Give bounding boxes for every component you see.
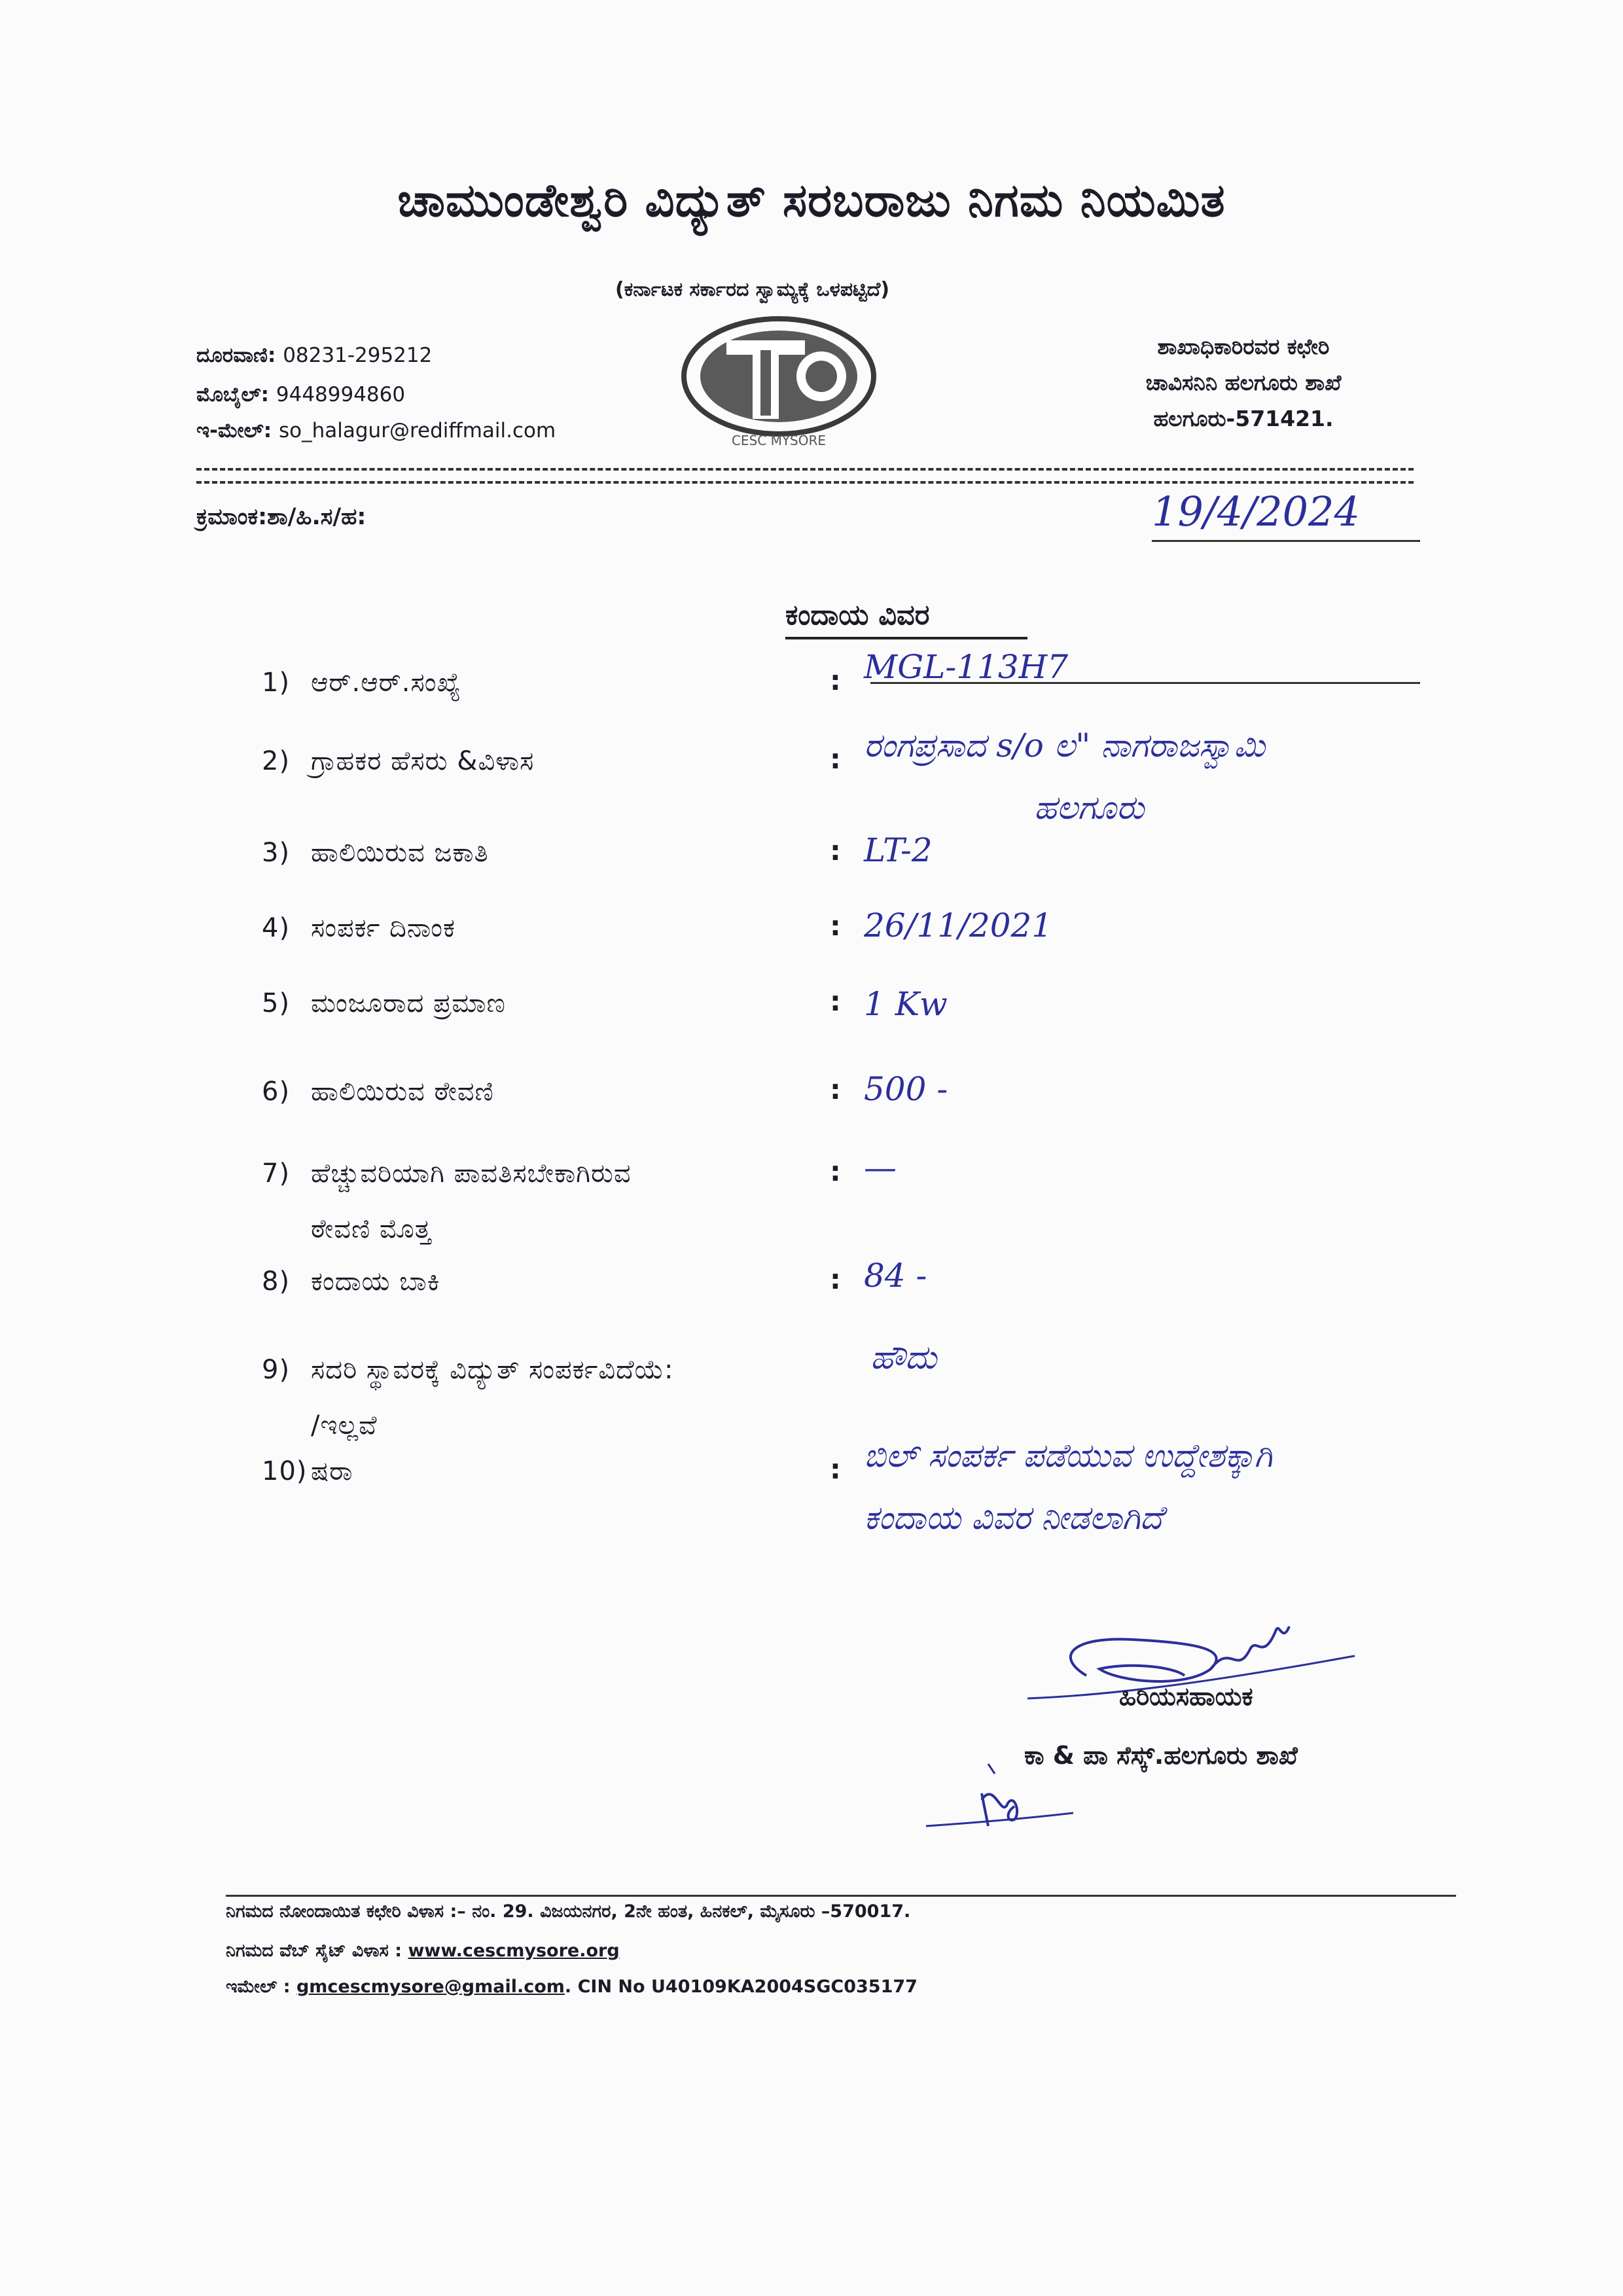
item-colon: : bbox=[830, 910, 841, 942]
header-divider-2 bbox=[196, 481, 1414, 484]
item-label: ಆರ್.ಆರ್.ಸಂಖ್ಯೆ bbox=[311, 668, 461, 698]
logo-text: CESC MYSORE bbox=[731, 433, 827, 448]
reference-date: 19/4/2024 bbox=[1152, 488, 1360, 535]
reference-label: ಕ್ರಮಾಂಕ:ಶಾ/ಹಿ.ಸ/ಹ: bbox=[196, 504, 366, 530]
item-number: 10) bbox=[262, 1456, 308, 1486]
item-label: ಸದರಿ ಸ್ಥಾವರಕ್ಕೆ ವಿದ್ಯುತ್ ಸಂಪರ್ಕವಿದೆಯೆ: bbox=[311, 1355, 674, 1385]
item-colon: : bbox=[830, 834, 841, 867]
item-value: 1 Kw bbox=[864, 985, 948, 1023]
item-label: ಕಂದಾಯ ಬಾಕಿ bbox=[311, 1266, 440, 1297]
office-line-3: ಹಲಗೂರು-571421. bbox=[1153, 406, 1334, 431]
company-subtitle: (ಕರ್ನಾಟಕ ಸರ್ಕಾರದ ಸ್ವಾಮ್ಯಕ್ಕೆ ಒಳಪಟ್ಟಿದೆ) bbox=[615, 278, 890, 301]
item-number: 6) bbox=[262, 1077, 291, 1107]
initials-mark bbox=[916, 1741, 1086, 1839]
item-number: 9) bbox=[262, 1355, 291, 1385]
item-label: ಗ್ರಾಹಕರ ಹೆಸರು &ವಿಳಾಸ bbox=[311, 746, 535, 776]
footer-web-label: ನಿಗಮದ ವೆಬ್ ಸೈಟ್ ವಿಳಾಸ : bbox=[226, 1941, 402, 1961]
phone-line bbox=[196, 344, 432, 368]
item-number: 7) bbox=[262, 1158, 291, 1189]
item-colon: : bbox=[830, 1155, 841, 1187]
item-number: 4) bbox=[262, 913, 291, 943]
header-divider-1 bbox=[196, 468, 1414, 471]
signatory-designation: ಹಿರಿಯಸಹಾಯಕ bbox=[1119, 1682, 1253, 1711]
cesc-logo bbox=[674, 314, 883, 448]
mobile-label: ಮೊಬೈಲ್: bbox=[196, 383, 270, 406]
mobile-line bbox=[196, 383, 405, 407]
item-label: ಹಾಲಿಯಿರುವ ಜಕಾತಿ bbox=[311, 838, 489, 868]
item-colon: : bbox=[830, 664, 841, 696]
item-value: LT-2 bbox=[864, 831, 933, 869]
office-line-1: ಶಾಖಾಧಿಕಾರಿರವರ ಕಛೇರಿ bbox=[1157, 334, 1330, 359]
item-number: 5) bbox=[262, 988, 291, 1018]
item-label: ಹೆಚ್ಚುವರಿಯಾಗಿ ಪಾವತಿಸಬೇಕಾಗಿರುವ bbox=[311, 1158, 632, 1189]
item-number: 2) bbox=[262, 746, 291, 776]
office-line-2: ಚಾವಿಸನಿನಿ ಹಲಗೂರು ಶಾಖೆ bbox=[1145, 370, 1342, 395]
item-value: ಹೌದು bbox=[870, 1338, 937, 1376]
email-label: ಇ-ಮೇಲ್: bbox=[196, 419, 272, 442]
item-colon: : bbox=[830, 743, 841, 775]
footer-website bbox=[226, 1941, 620, 1962]
item-value: 84 - bbox=[864, 1257, 927, 1295]
footer-email-link[interactable]: gmcescmysore@gmail.com bbox=[296, 1977, 565, 1997]
item-label: ಹಾಲಿಯಿರುವ ಠೇವಣಿ bbox=[311, 1077, 494, 1107]
item-colon: : bbox=[830, 1073, 841, 1105]
footer-cin: . CIN No U40109KA2004SGC035177 bbox=[564, 1977, 918, 1997]
phone-number: 08231-295212 bbox=[283, 344, 433, 367]
footer-email bbox=[226, 1977, 918, 1998]
item-label-continued: ಠೇವಣಿ ಮೊತ್ತ bbox=[311, 1214, 432, 1244]
footer-address: ನಿಗಮದ ನೋಂದಾಯಿತ ಕಛೇರಿ ವಿಳಾಸ :– ನಂ. 29. ವಿಜಯನಗರ, 2ನೇ ಹಂತ, ಹಿನಕಲ್, ಮೈಸೂರು –570017. bbox=[226, 1901, 911, 1922]
item-value: 26/11/2021 bbox=[864, 906, 1053, 944]
item-colon: : bbox=[830, 1453, 841, 1485]
item-value: ರಂಗಪ್ರಸಾದ s/o ಲ" ನಾಗರಾಜಸ್ವಾಮಿ bbox=[864, 726, 1266, 764]
item-label-continued: /ಇಲ್ಲವೆ bbox=[311, 1410, 378, 1441]
item-value-continued: ಹಲಗೂರು bbox=[1034, 789, 1145, 827]
footer-email-label: ಇಮೇಲ್ : bbox=[226, 1977, 291, 1997]
item-value: MGL-113H7 bbox=[864, 648, 1069, 686]
item-colon: : bbox=[830, 1263, 841, 1295]
rr-number-line bbox=[870, 682, 1420, 684]
date-underline bbox=[1152, 540, 1420, 542]
item-label: ಮಂಜೂರಾದ ಪ್ರಮಾಣ bbox=[311, 988, 506, 1018]
item-value-continued: ಕಂದಾಯ ವಿವರ ನೀಡಲಾಗಿದೆ bbox=[864, 1499, 1163, 1537]
email-address: so_halagur@rediffmail.com bbox=[279, 419, 556, 442]
item-value: ಬಿಲ್ ಸಂಪರ್ಕ ಪಡೆಯುವ ಉದ್ದೇಶಕ್ಕಾಗಿ bbox=[864, 1437, 1273, 1475]
section-heading-underline bbox=[785, 637, 1027, 639]
item-number: 3) bbox=[262, 838, 291, 868]
footer-web-link[interactable]: www.cescmysore.org bbox=[408, 1941, 620, 1961]
item-value: 500 - bbox=[864, 1070, 948, 1108]
item-number: 8) bbox=[262, 1266, 291, 1297]
company-title: ಚಾಮುಂಡೇಶ್ವರಿ ವಿದ್ಯುತ್ ಸರಬರಾಜು ನಿಗಮ ನಿಯಮಿತ bbox=[397, 173, 1226, 227]
mobile-number: 9448994860 bbox=[276, 383, 406, 406]
section-heading: ಕಂದಾಯ ವಿವರ bbox=[785, 599, 930, 632]
footer-divider bbox=[226, 1895, 1456, 1897]
email-line bbox=[196, 419, 556, 443]
item-label: ಸಂಪರ್ಕ ದಿನಾಂಕ bbox=[311, 913, 455, 943]
item-value: — bbox=[864, 1149, 897, 1187]
item-colon: : bbox=[830, 985, 841, 1017]
signatory-office: ಕಾ & ಪಾ ಸೆಸ್ಕ್.ಹಲಗೂರು ಶಾಖೆ bbox=[1024, 1741, 1298, 1770]
item-number: 1) bbox=[262, 668, 291, 698]
phone-label: ದೂರವಾಣಿ: bbox=[196, 344, 276, 367]
item-label: ಷರಾ bbox=[311, 1456, 353, 1486]
